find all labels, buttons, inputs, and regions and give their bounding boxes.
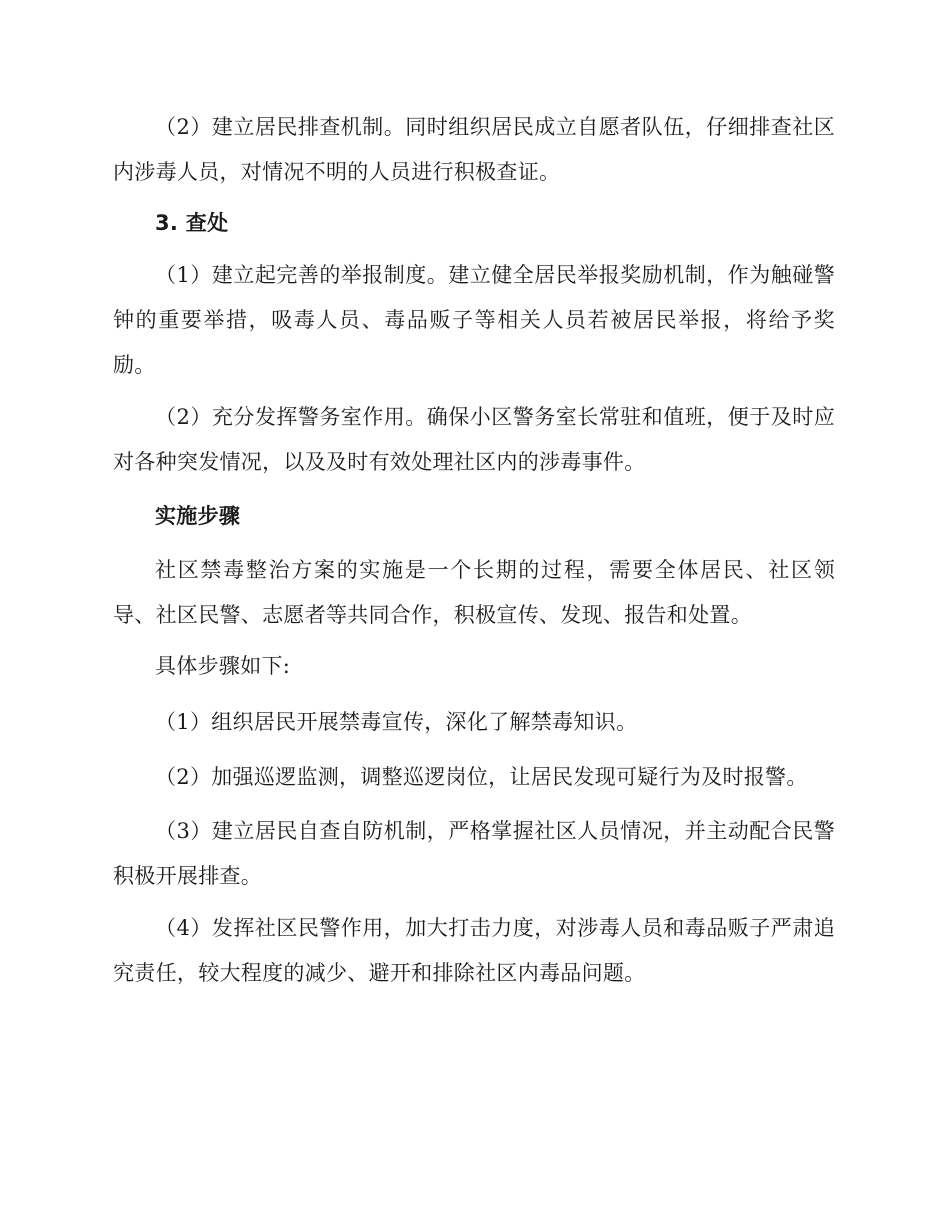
section-heading-investigation: 3. 查处 [155, 211, 229, 235]
paragraph-reporting-system: （1）建立起完善的举报制度。建立健全居民举报奖励机制，作为触碰警钟的重要举措，吸毒人员、毒品贩子等相关人员若被居民举报，将给予奖励。 [113, 263, 835, 377]
paragraph-police-office: （2）充分发挥警务室作用。确保小区警务室长常驻和值班，便于及时应对各种突发情况，以及及时有效处理社区内的涉毒事件。 [113, 405, 835, 474]
list-item-step-4: （4）发挥社区民警作用，加大打击力度，对涉毒人员和毒品贩子严肃追究责任，较大程度的减少、避开和排除社区内毒品问题。 [113, 916, 835, 985]
paragraph-steps-intro: 具体步骤如下: [155, 654, 291, 678]
list-item-step-2: （2）加强巡逻监测，调整巡逻岗位，让居民发现可疑行为及时报警。 [155, 765, 808, 789]
paragraph-implementation-overview: 社区禁毒整治方案的实施是一个长期的过程，需要全体居民、社区领导、社区民警、志愿者等共同合作，积极宣传、发现、报告和处置。 [113, 558, 835, 627]
list-item-step-1: （1）组织居民开展禁毒宣传，深化了解禁毒知识。 [155, 710, 638, 734]
section-heading-implementation: 实施步骤 [155, 504, 241, 528]
paragraph-resident-screening: （2）建立居民排查机制。同时组织居民成立自愿者队伍，仔细排查社区内涉毒人员，对情况不明的人员进行积极查证。 [113, 115, 835, 184]
list-item-step-3: （3）建立居民自查自防机制，严格掌握社区人员情况，并主动配合民警积极开展排查。 [113, 819, 835, 888]
